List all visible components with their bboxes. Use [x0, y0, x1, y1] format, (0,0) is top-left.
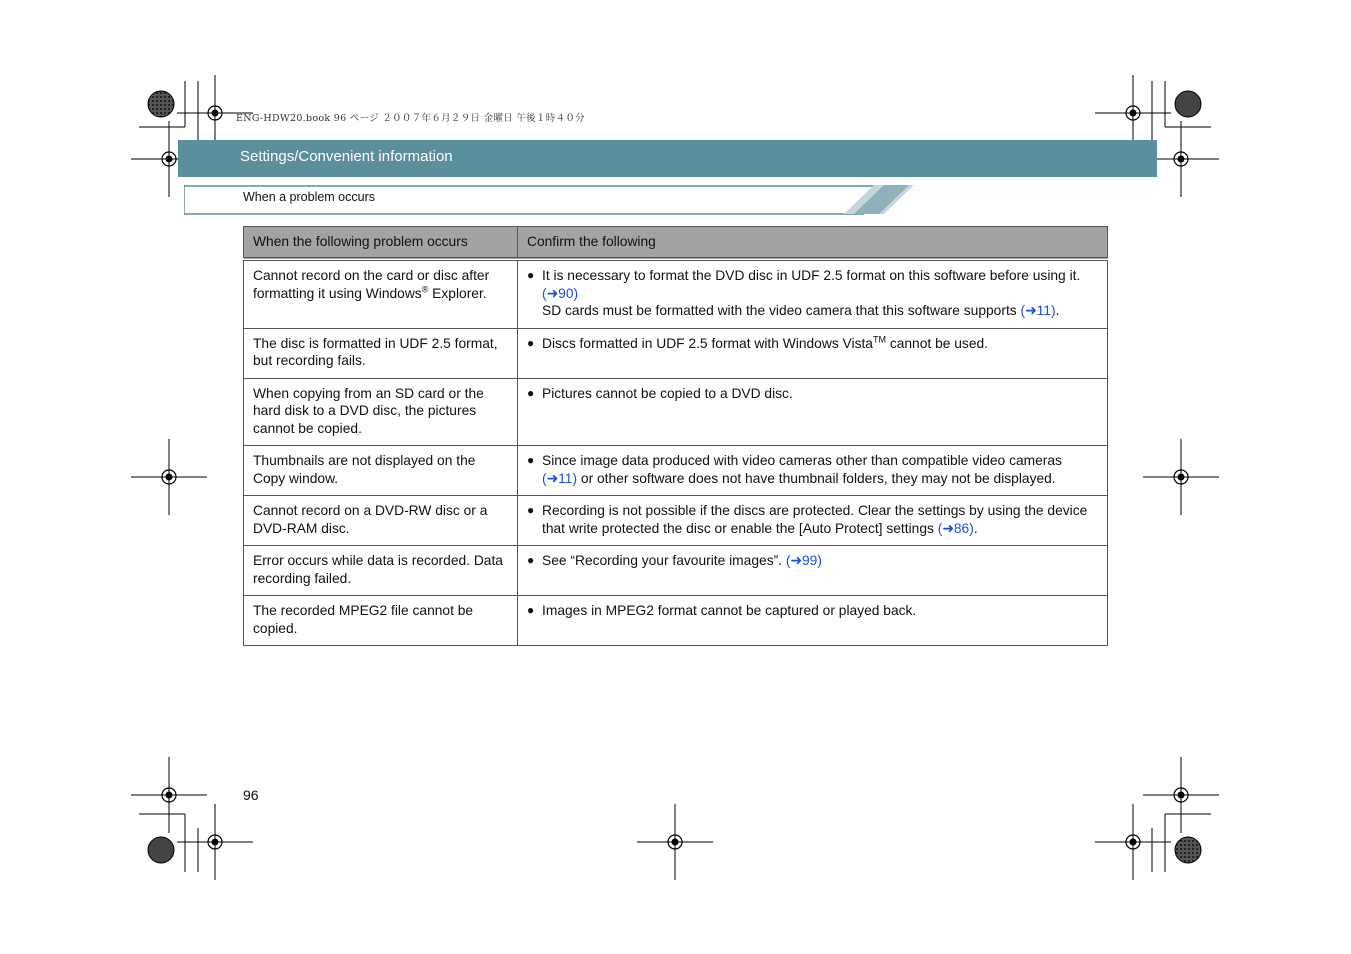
printer-slug-line: ENG-HDW20.book 96 ページ ２００７年６月２９日 金曜日 午後１時４０分: [236, 113, 585, 124]
table-row: [244, 328, 1108, 378]
problem-cell: Error occurs while data is recorded. Data recording failed.: [244, 546, 518, 596]
solution-text: Discs formatted in UDF 2.5 format with Windows Vista: [542, 335, 873, 351]
table-row: [244, 378, 1108, 446]
solution-cell: [518, 496, 1108, 546]
page-ref-link[interactable]: (➜86): [937, 520, 974, 536]
solution-text-end: or other software does not have thumbnail folders, they may not be displayed.: [577, 470, 1056, 486]
table-header-row: [244, 227, 1108, 260]
page-ref-link[interactable]: (➜11): [1020, 303, 1056, 318]
solution-cell: [518, 546, 1108, 596]
problem-cell: Cannot record on a DVD-RW disc or a DVD-RAM disc.: [244, 496, 518, 546]
page-number: 96: [243, 787, 259, 803]
page-ref-link[interactable]: (➜90): [542, 285, 579, 301]
bullet-icon: ●: [527, 385, 535, 400]
bullet-icon: ●: [527, 503, 535, 517]
table-row: [244, 446, 1108, 496]
solution-text: Images in MPEG2 format cannot be captured or played back.: [542, 603, 917, 618]
solution-text: Recording is not possible if the discs are protected. Clear the settings by using the device that write protected the disc or enable the [Auto Protect] settings: [542, 503, 1088, 536]
trademark-mark: TM: [872, 333, 886, 344]
section-header-bar: [178, 140, 1157, 177]
solution-text-end: .: [973, 520, 978, 536]
bullet-icon: ●: [527, 335, 535, 350]
subsection-header: [184, 185, 914, 215]
solution-text: Pictures cannot be copied to a DVD disc.: [542, 385, 793, 401]
problem-cell: The recorded MPEG2 file cannot be copied.: [244, 596, 518, 646]
section-title: Settings/Convenient information: [240, 148, 453, 165]
solution-cell: [518, 596, 1108, 646]
problem-cell: [244, 259, 518, 328]
problem-text: Cannot record on the card or disc after formatting it using Windows: [253, 268, 490, 301]
solution-cell: [518, 259, 1108, 328]
solution-text-2: SD cards must be formatted with the video camera that this software supports: [542, 303, 1021, 318]
table-row: [244, 596, 1108, 646]
solution-cell: [518, 446, 1108, 496]
page-ref-link[interactable]: (➜11): [542, 470, 578, 486]
bullet-icon: ●: [527, 268, 535, 282]
problem-cell: When copying from an SD card or the hard disk to a DVD disc, the pictures cannot be copied.: [244, 378, 518, 446]
bullet-icon: ●: [527, 603, 535, 617]
problem-text-end: Explorer.: [428, 285, 487, 301]
table-row: [244, 496, 1108, 546]
solution-text: See “Recording your favourite images”.: [542, 553, 786, 568]
table-row: [244, 546, 1108, 596]
subsection-title: When a problem occurs: [243, 190, 376, 204]
page-ref-link[interactable]: (➜99): [785, 553, 822, 568]
solution-cell: [518, 378, 1108, 446]
table-row: [244, 259, 1108, 328]
solution-cell: [518, 328, 1108, 378]
solution-text: Since image data produced with video cameras other than compatible video cameras: [542, 453, 1062, 468]
solution-text-end: cannot be used.: [885, 335, 989, 351]
solution-text: It is necessary to format the DVD disc in UDF 2.5 format on this software before using it.: [542, 268, 1081, 283]
solution-text-end: .: [1055, 303, 1060, 318]
registered-mark: ®: [421, 283, 429, 294]
bullet-icon: ●: [527, 453, 535, 467]
header-problem: When the following problem occurs: [244, 227, 518, 260]
problem-cell: Thumbnails are not displayed on the Copy window.: [244, 446, 518, 496]
header-confirm: Confirm the following: [518, 227, 1108, 260]
troubleshooting-table: [243, 226, 1108, 646]
bullet-icon: ●: [527, 553, 535, 567]
problem-cell: The disc is formatted in UDF 2.5 format, but recording fails.: [244, 328, 518, 378]
